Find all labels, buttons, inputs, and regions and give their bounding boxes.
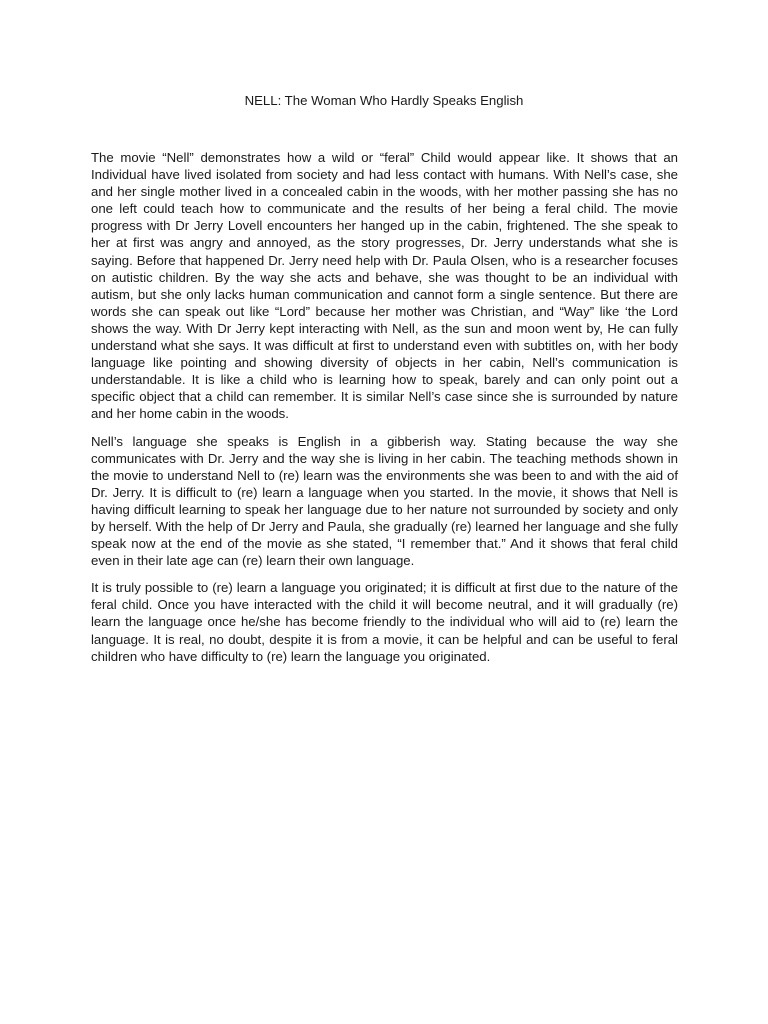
paragraph: Nell’s language she speaks is English in a gibberish way. Stating because the way she communicates with Dr. Jerry and the way she is living in her cabin. The teaching methods shown in the movie to understand Nell to (re) learn was the environments she was been to and with the aid of Dr. Jerry. It is difficult to (re) learn a language when you started. In the movie, it shows that Nell is having difficult learning to speak her language due to her nature not surrounded by society and only by herself. With the help of Dr Jerry and Paula, she gradually (re) learned her language and she fully speak now at the end of the movie as she stated, “I remember that.” And it shows that feral child even in their late age can (re) learn their own language. [91, 433, 678, 569]
document-body [91, 149, 678, 675]
paragraph: The movie “Nell” demonstrates how a wild or “feral” Child would appear like. It shows that an Individual have lived isolated from society and had less contact with humans. With Nell’s case, she and her single mother lived in a concealed cabin in the woods, with her mother passing she has no one left could teach how to communicate and the results of her being a feral child. The movie progress with Dr Jerry Lovell encounters her hanged up in the cabin, frightened. The she speak to her at first was angry and annoyed, as the story progresses, Dr. Jerry understands what she is saying. Before that happened Dr. Jerry need help with Dr. Paula Olsen, who is a researcher focuses on autistic children. By the way she acts and behave, she was thought to be an individual with autism, but she only lacks human communication and cannot form a single sentence. But there are words she can speak out like “Lord” because her mother was Christian, and “Way” like ‘the Lord shows the way. With Dr Jerry kept interacting with Nell, as the sun and moon went by, He can fully understand what she says. It was difficult at first to understand even with subtitles on, with her body language like pointing and showing diversity of objects in her cabin, Nell’s communication is understandable. It is like a child who is learning how to speak, barely and can only point out a specific object that a child can remember. It is similar Nell’s case since she is surrounded by nature and her home cabin in the woods. [91, 150, 678, 422]
document-title: NELL: The Woman Who Hardly Speaks English [244, 93, 524, 108]
paragraph: It is truly possible to (re) learn a language you originated; it is difficult at first due to the nature of the feral child. Once you have interacted with the child it will become neutral, and it will gradually (re) learn the language once he/she has become friendly to the individual who will aid to (re) learn the language. It is real, no doubt, despite it is from a movie, it can be helpful and can be useful to feral children who have difficulty to (re) learn the language you originated. [91, 580, 678, 664]
